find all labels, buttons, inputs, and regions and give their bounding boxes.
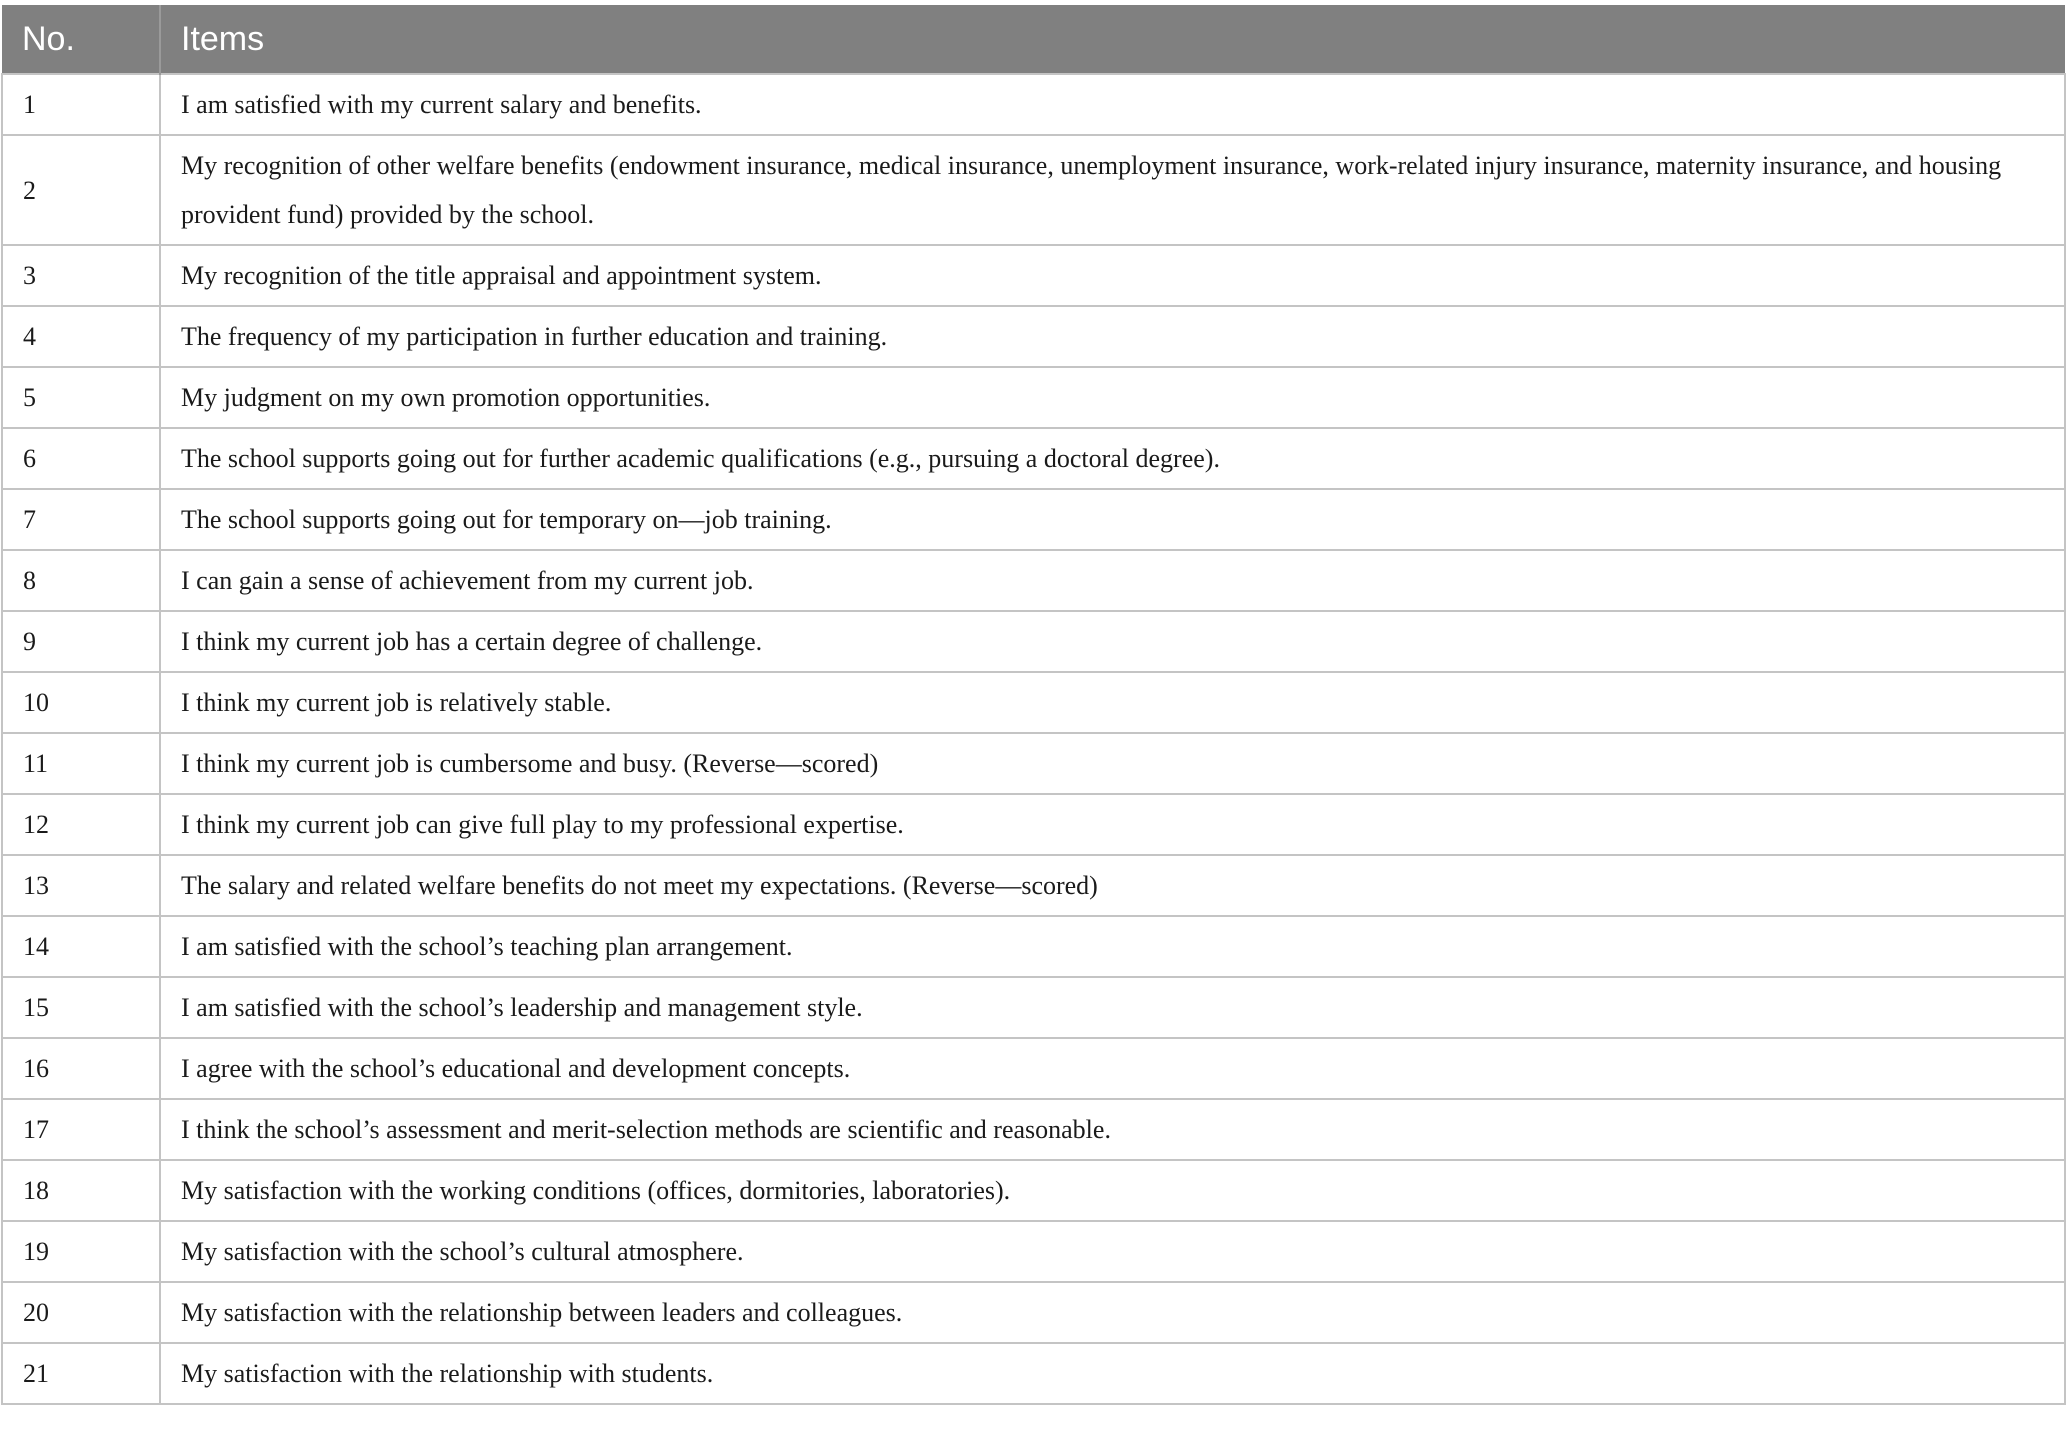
- row-item-text: My satisfaction with the school’s cultural atmosphere.: [160, 1221, 2065, 1282]
- table-row: [2, 855, 2065, 916]
- row-number: 5: [2, 367, 160, 428]
- table-row: [2, 611, 2065, 672]
- row-number: 7: [2, 489, 160, 550]
- table-row: [2, 1221, 2065, 1282]
- row-number: 6: [2, 428, 160, 489]
- row-item-text: I think my current job is relatively stable.: [160, 672, 2065, 733]
- table-row: [2, 1343, 2065, 1404]
- row-item-text: I can gain a sense of achievement from my current job.: [160, 550, 2065, 611]
- row-item-text: I think my current job can give full play to my professional expertise.: [160, 794, 2065, 855]
- row-item-text: I am satisfied with the school’s teaching plan arrangement.: [160, 916, 2065, 977]
- row-number: 17: [2, 1099, 160, 1160]
- row-item-text: I am satisfied with my current salary and benefits.: [160, 74, 2065, 135]
- table-row: [2, 733, 2065, 794]
- row-number: 12: [2, 794, 160, 855]
- table-row: [2, 135, 2065, 245]
- row-item-text: The frequency of my participation in further education and training.: [160, 306, 2065, 367]
- row-number: 4: [2, 306, 160, 367]
- header-items: Items: [160, 5, 2065, 74]
- table-row: [2, 916, 2065, 977]
- table-row: [2, 794, 2065, 855]
- table-row: [2, 74, 2065, 135]
- table-row: [2, 550, 2065, 611]
- row-item-text: The school supports going out for further academic qualifications (e.g., pursuing a doctoral degree).: [160, 428, 2065, 489]
- row-item-text: I think my current job has a certain degree of challenge.: [160, 611, 2065, 672]
- row-number: 1: [2, 74, 160, 135]
- table-row: [2, 1282, 2065, 1343]
- row-item-text: I am satisfied with the school’s leadership and management style.: [160, 977, 2065, 1038]
- table-row: [2, 245, 2065, 306]
- row-number: 11: [2, 733, 160, 794]
- row-item-text: My recognition of other welfare benefits (endowment insurance, medical insurance, unemployment insurance, work-related injury insurance, maternity insurance, and housing provident fund) provided by the school.: [160, 135, 2065, 245]
- table-row: [2, 428, 2065, 489]
- header-row: [2, 5, 2065, 74]
- row-item-text: I think my current job is cumbersome and busy. (Reverse—scored): [160, 733, 2065, 794]
- header-no: No.: [2, 5, 160, 74]
- table-row: [2, 1038, 2065, 1099]
- row-item-text: My satisfaction with the relationship between leaders and colleagues.: [160, 1282, 2065, 1343]
- table-row: [2, 306, 2065, 367]
- row-number: 20: [2, 1282, 160, 1343]
- row-item-text: My recognition of the title appraisal and appointment system.: [160, 245, 2065, 306]
- row-number: 14: [2, 916, 160, 977]
- table-row: [2, 1099, 2065, 1160]
- row-number: 18: [2, 1160, 160, 1221]
- table-row: [2, 672, 2065, 733]
- table-row: [2, 489, 2065, 550]
- table-row: [2, 977, 2065, 1038]
- row-number: 8: [2, 550, 160, 611]
- row-number: 15: [2, 977, 160, 1038]
- row-number: 10: [2, 672, 160, 733]
- row-number: 16: [2, 1038, 160, 1099]
- table-row: [2, 1160, 2065, 1221]
- row-item-text: My satisfaction with the working conditions (offices, dormitories, laboratories).: [160, 1160, 2065, 1221]
- row-item-text: The salary and related welfare benefits do not meet my expectations. (Reverse—scored): [160, 855, 2065, 916]
- row-item-text: My judgment on my own promotion opportunities.: [160, 367, 2065, 428]
- items-table: [1, 5, 2066, 1405]
- row-number: 2: [2, 135, 160, 245]
- row-item-text: I agree with the school’s educational and development concepts.: [160, 1038, 2065, 1099]
- row-number: 21: [2, 1343, 160, 1404]
- row-number: 3: [2, 245, 160, 306]
- row-number: 19: [2, 1221, 160, 1282]
- row-item-text: My satisfaction with the relationship with students.: [160, 1343, 2065, 1404]
- table-body: [2, 74, 2065, 1404]
- row-item-text: I think the school’s assessment and merit-selection methods are scientific and reasonable.: [160, 1099, 2065, 1160]
- row-item-text: The school supports going out for temporary on—job training.: [160, 489, 2065, 550]
- table-row: [2, 367, 2065, 428]
- row-number: 13: [2, 855, 160, 916]
- row-number: 9: [2, 611, 160, 672]
